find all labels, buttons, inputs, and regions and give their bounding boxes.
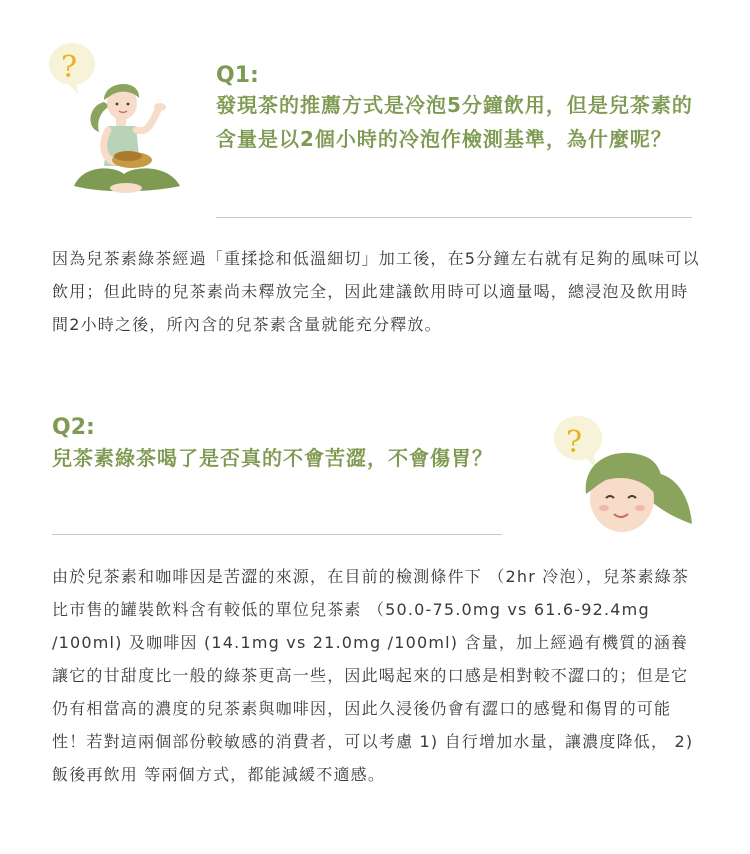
q1-answer: 因為兒茶素綠茶經過「重揉捻和低溫細切」加工後，在5分鐘左右就有足夠的風味可以飲用；但此時的兒茶素尚未釋放完全，因此建議飲用時可以適量喝，總浸泡及飲用時間2小時之後，所內含的兒茶素含量就能充分釋放。 [52,249,700,334]
q2-label: Q2: [52,415,95,440]
q2-illustration [548,402,698,542]
q1-divider [216,217,692,218]
svg-text:?: ? [61,50,78,85]
q1-illustration [44,36,194,201]
q2-divider [52,534,502,535]
q2-title: 兒茶素綠茶喝了是否真的不會苦澀，不會傷胃？ [52,446,493,470]
q1-title: 發現茶的推薦方式是冷泡5分鐘飲用，但是兒茶素的含量是以2個小時的冷泡作檢測基準，為什麼呢？ [216,93,693,151]
svg-text:?: ? [566,425,583,460]
q2-answer: 由於兒茶素和咖啡因是苦澀的來源，在目前的檢測條件下 （2hr 冷泡），兒茶素綠茶比市售的罐裝飲料含有較低的單位兒茶素 （50.0-75.0mg vs 61.6-92.4mg /100ml) 及咖啡因 (14.1mg vs 21.0mg /100ml) 含量，加上經過有機質的涵養讓它的甘甜度比一般的綠茶更高一些，因此喝起來的口感是相對較不澀口的；但是它仍有相當高的濃度的兒茶素與咖啡因，因此久浸後仍會有澀口的感覺和傷胃的可能性！若對這兩個部份較敏感的消費者，可以考慮 1) 自行增加水量，讓濃度降低， 2) 飯後再飲用 等兩個方式，都能減緩不適感。 [52,567,694,784]
q1-label: Q1: [216,63,259,88]
meditating-woman-icon [44,36,194,201]
woman-face-icon [548,402,698,542]
